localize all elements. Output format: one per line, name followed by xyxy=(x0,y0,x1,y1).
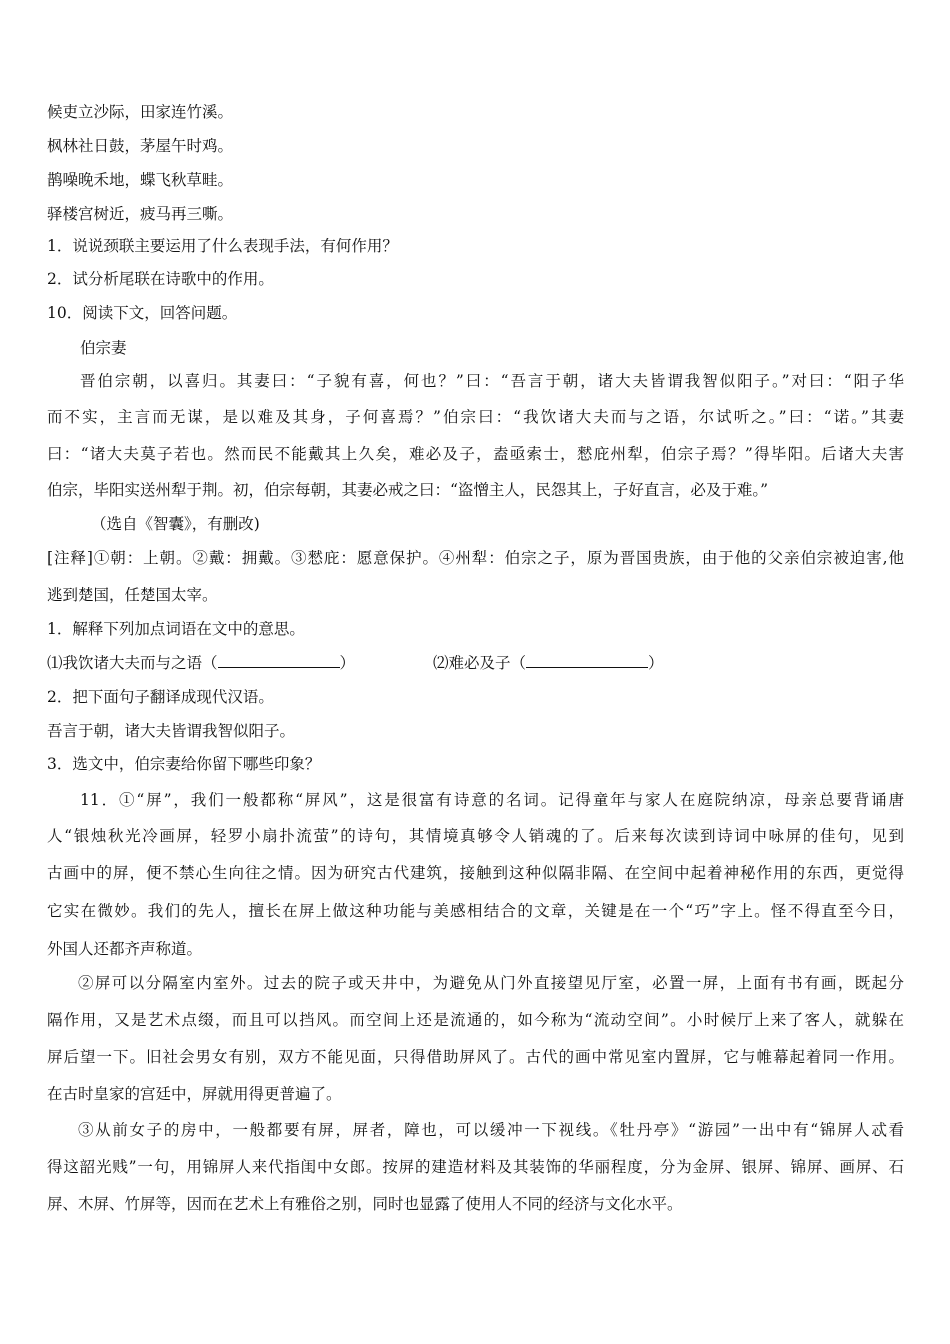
q11-line: ②屏可以分隔室内室外。过去的院子或天井中，为避免从门外直接望见厅室，必置一屏，上面有书有画，既起分 xyxy=(78,974,904,992)
poem-line: 候吏立沙际，田家连竹溪。 xyxy=(47,103,234,121)
q10-item-b-text: ⑵难必及子（ xyxy=(433,654,527,672)
passage-line: 而不实，主言而无谋，是以难及其身，子何喜焉？”伯宗曰：“我饮诸大夫而与之语，尔试听之。”曰：“诺。”其妻 xyxy=(47,408,904,426)
poem-line: 驿楼宫树近，疲马再三嘶。 xyxy=(47,205,234,223)
q11-line: 在古时皇家的宫廷中，屏就用得更普遍了。 xyxy=(47,1085,342,1103)
q11-line: 外国人还都齐声称道。 xyxy=(47,940,203,958)
q11-line: 人“银烛秋光冷画屏，轻罗小扇扑流萤”的诗句，其情境真够令人销魂的了。后来每次读到诗词中咏屏的佳句，见到 xyxy=(47,827,904,845)
passage-line: 曰：“诸大夫莫子若也。然而民不能戴其上久矣，难必及子，盍亟索士，憖庇州犁，伯宗子焉？”得毕阳。后诸大夫害 xyxy=(47,445,904,463)
q11-line: 屏后望一下。旧社会男女有别，双方不能见面，只得借助屏风了。古代的画中常见室内置屏，它与帷幕起着同一作用。 xyxy=(47,1048,904,1066)
close-paren: ） xyxy=(339,654,356,672)
poem-line: 鹊噪晚禾地，蝶飞秋草畦。 xyxy=(47,171,234,189)
passage-line: 晋伯宗朝，以喜归。其妻曰：“子貌有喜，何也？”曰：“吾言于朝，诸大夫皆谓我智似阳子。”对曰：“阳子华 xyxy=(80,372,904,390)
poem-line: 枫林社日鼓，茅屋午时鸡。 xyxy=(47,137,234,155)
q11-line: 隔作用，又是艺术点缀，而且可以挡风。而空间上还是流通的，如今称为“流动空间”。小时候厅上来了客人，就躲在 xyxy=(47,1011,904,1029)
q10-question-2: 2．把下面句子翻译成现代汉语。 xyxy=(47,688,274,706)
q11-line: 得这韶光贱”一句，用锦屏人来代指闺中女郎。按屏的建造材料及其装饰的华丽程度，分为金屏、银屏、锦屏、画屏、石 xyxy=(47,1158,904,1176)
q10-item-a xyxy=(47,652,355,674)
passage-title: 伯宗妻 xyxy=(80,339,127,357)
poem-question: 2．试分析尾联在诗歌中的作用。 xyxy=(47,270,274,288)
poem-question: 1．说说颈联主要运用了什么表现手法，有何作用？ xyxy=(47,237,398,255)
passage-line: 伯宗，毕阳实送州犁于荆。初，伯宗每朝，其妻必戒之曰：“盗憎主人，民怨其上，子好直言，必及于难。” xyxy=(47,481,769,499)
q10-item-b xyxy=(433,652,664,674)
q10-item-a-text: ⑴我饮诸大夫而与之语（ xyxy=(47,654,218,672)
q10-question-3: 3．选文中，伯宗妻给你留下哪些印象？ xyxy=(47,755,321,773)
close-paren: ） xyxy=(648,654,664,672)
q10-sentence: 吾言于朝，诸大夫皆谓我智似阳子。 xyxy=(47,722,296,740)
answer-blank[interactable] xyxy=(218,653,340,668)
notes-line: 逃到楚国，任楚国太宰。 xyxy=(47,586,218,604)
q11-line: 11．①“屏”，我们一般都称“屏风”，这是很富有诗意的名词。记得童年与家人在庭院纳凉，母亲总要背诵唐 xyxy=(80,791,904,809)
passage-source: （选自《智囊》，有删改) xyxy=(91,515,260,533)
notes-line: [注释]①朝：上朝。②戴：拥戴。③憖庇：愿意保护。④州犁：伯宗之子，原为晋国贵族，由于他的父亲伯宗被迫害,他 xyxy=(47,549,904,567)
q11-line: 它实在微妙。我们的先人，擅长在屏上做这种功能与美感相结合的文章，关键是在一个“巧”字上。怪不得直至今日， xyxy=(47,902,904,920)
q11-line: 屏、木屏、竹屏等，因而在艺术上有雅俗之别，同时也显露了使用人不同的经济与文化水平。 xyxy=(47,1195,683,1213)
q11-line: ③从前女子的房中，一般都要有屏，屏者，障也，可以缓冲一下视线。《牡丹亭》“游园”一出中有“锦屏人忒看 xyxy=(78,1121,904,1139)
q10-intro: 10．阅读下文，回答问题。 xyxy=(47,304,238,322)
q11-line: 古画中的屏，便不禁心生向往之情。因为研究古代建筑，接触到这种似隔非隔、在空间中起着神秘作用的东西，更觉得 xyxy=(47,864,904,882)
q10-question-1: 1．解释下列加点词语在文中的意思。 xyxy=(47,620,305,638)
answer-blank[interactable] xyxy=(526,653,648,668)
